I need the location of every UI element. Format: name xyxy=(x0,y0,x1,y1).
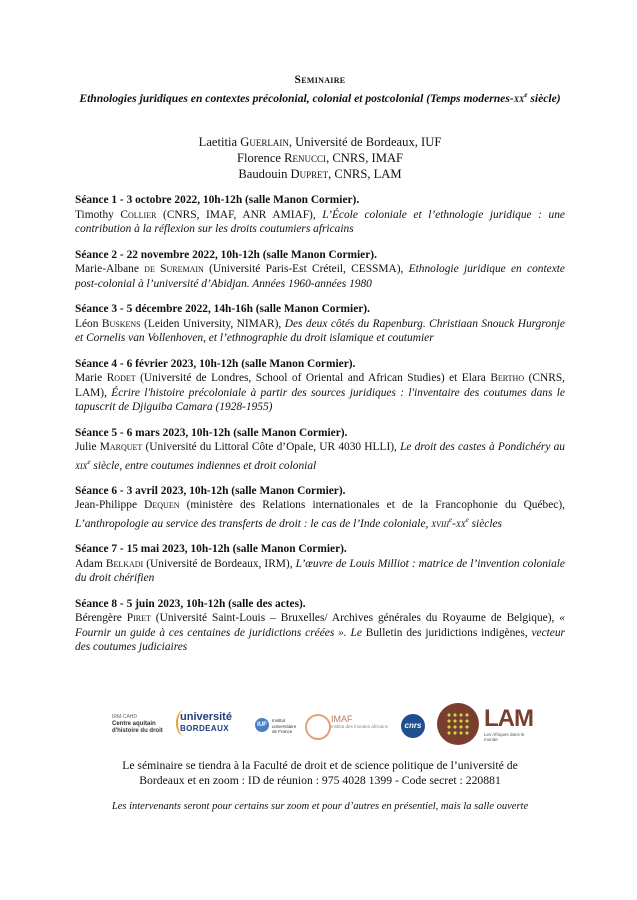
lam-logo-icon xyxy=(437,703,479,745)
session-6 xyxy=(75,484,565,531)
session-3 xyxy=(75,302,565,346)
session-7 xyxy=(75,542,565,586)
lam-logo-text: LAM xyxy=(484,705,533,732)
session-body: Marie-Albane de Suremain (Université Paris-Est Créteil, CESSMA), Ethnologie juridique en contexte post-colonial à l’université d’Abidjan. Années 1960-années 1980 xyxy=(75,263,565,290)
organizer-line: Florence Renucci, CNRS, IMAF xyxy=(236,151,404,165)
header xyxy=(60,73,580,106)
session-body: Bérengère Piret (Université Saint-Louis – Bruxelles/ Archives générales du Royaume de Belgique), « Fournir un guide à ces centaines de juridictions créées ». Le Bulletin des juridictions indigènes, vecteur des coutumes judiciaires xyxy=(75,612,565,654)
session-heading: Séance 1 - 3 octobre 2022, 10h-12h (salle Manon Cormier). xyxy=(75,194,360,206)
session-body: Léon Buskens (Leiden University, NIMAR), Des deux côtés du Rapenburg. Christiaan Snouck Hurgronje et Cornelis van Vollenhoven, et l’ethnographie du droit islamique et coutumier xyxy=(75,317,565,344)
organizer-line: Laetitia Guerlain, Université de Bordeaux, IUF xyxy=(198,135,442,149)
universite-bordeaux-logo: université BORDEAUX xyxy=(180,712,232,734)
session-5 xyxy=(75,426,565,473)
session-heading: Séance 7 - 15 mai 2023, 10h-12h (salle Manon Cormier). xyxy=(75,543,347,556)
session-2 xyxy=(75,248,565,292)
session-heading: Séance 8 - 5 juin 2023, 10h-12h (salle des actes). xyxy=(75,597,306,610)
imaf-logo-text: IMAF Institut des mondes africains xyxy=(331,714,389,729)
session-body: Timothy Collier (CNRS, IMAF, ANR AMIAF), L’École coloniale et l’ethnologie juridique : une contribution à la réflexion sur les droits coutumiers africains xyxy=(75,208,565,235)
organizer-line: Baudouin Dupret, CNRS, LAM xyxy=(238,167,402,181)
partner-logos xyxy=(112,705,533,748)
session-body: Marie Rodet (Université de Londres, School of Oriental and African Studies) et Elara Bertho (CNRS, LAM), Écrire l'histoire précoloniale à partir des sources juridiques : l'inventaire des coutumes dans le tapuscrit de Djiguiba Camara (1928-1955) xyxy=(75,372,565,413)
iuf-logo-text: Institut universitaire de France xyxy=(272,718,297,734)
session-8 xyxy=(75,597,565,655)
attendance-note: Les intervenants seront pour certains sur zoom et pour d’autres en présentiel, mais la salle ouverte xyxy=(111,801,529,812)
session-heading: Séance 5 - 6 mars 2023, 10h-12h (salle Manon Cormier). xyxy=(75,426,348,439)
seminar-label: Seminaire xyxy=(294,74,346,86)
session-body: Adam Belkadi (Université de Bordeaux, IRM), L’œuvre de Louis Milliot : matrice de l’invention coloniale du droit chérifien xyxy=(75,557,565,585)
seminar-title: Ethnologies juridiques en contextes précolonial, colonial et postcolonial (Temps modernes-$xx^e$ siècle) xyxy=(79,91,561,105)
session-heading: Séance 4 - 6 février 2023, 10h-12h (salle Manon Cormier). xyxy=(75,357,356,370)
session-4 xyxy=(75,357,565,415)
cnrs-logo: cnrs xyxy=(401,714,425,738)
session-heading: Séance 3 - 5 décembre 2022, 14h-16h (salle Manon Cormier). xyxy=(75,303,370,315)
session-heading: Séance 2 - 22 novembre 2022, 10h-12h (salle Manon Cormier). xyxy=(75,248,377,261)
organizers xyxy=(100,134,540,182)
imaf-logo-icon xyxy=(305,714,331,740)
cahd-logo: IRM-CAHD Centre aquitain d'histoire du droit xyxy=(112,714,163,734)
venue-info: Le séminaire se tiendra à la Faculté de droit et de science politique de l’université de Bordeaux et en zoom : ID de réunion : 975 4028 1399 - Code secret : 220881 xyxy=(122,759,518,787)
session-heading: Séance 6 - 3 avril 2023, 10h-12h (salle Manon Cormier). xyxy=(75,484,346,497)
session-list xyxy=(75,193,565,666)
lam-tagline: Les Afriques dans le monde xyxy=(484,732,525,742)
session-body: Julie Marquet (Université du Littoral Côte d’Opale, UR 4030 HLLI), Le droit des castes à Pondichéry au xix$^e$ siècle, entre coutumes indiennes et droit colonial xyxy=(75,441,565,472)
session-1 xyxy=(75,193,565,237)
iuf-logo-icon: IUF xyxy=(255,718,269,732)
session-body: Jean-Philippe Dequen (ministère des Relations internationales et de la Francophonie du Québec), L’anthropologie au service des transferts de droit : le cas de l’Inde coloniale, $xviii^e-xx^e$ siècles xyxy=(75,499,565,530)
